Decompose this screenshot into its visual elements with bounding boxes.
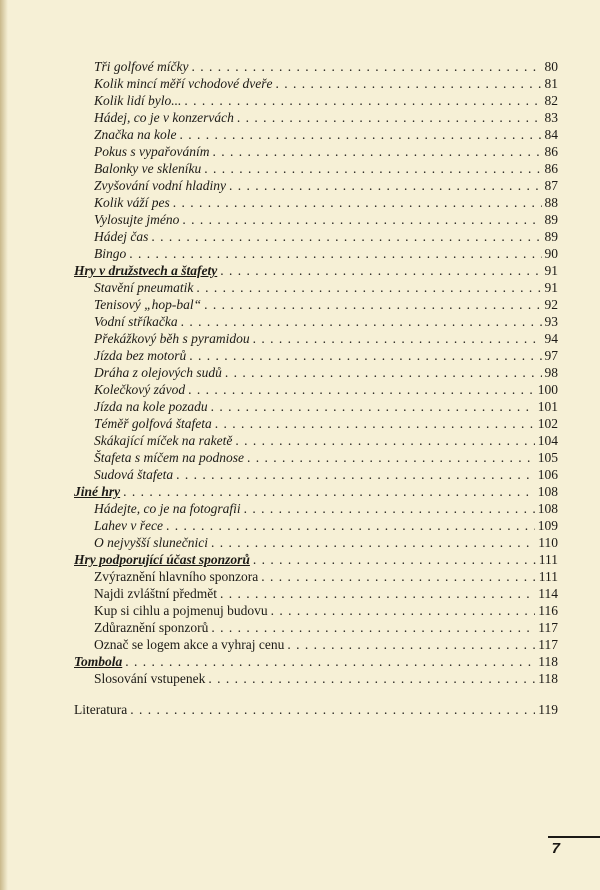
toc-entry-title: Zdůraznění sponzorů: [94, 620, 209, 635]
toc-leader-dots: [191, 58, 541, 75]
toc-leader-dots: [211, 534, 535, 551]
toc-entry-page: 80: [544, 59, 558, 74]
toc-entry: [74, 701, 558, 718]
toc-entry: [74, 245, 558, 262]
toc-leader-dots: [204, 160, 541, 177]
toc-entry-page: 91: [544, 280, 558, 295]
toc-leader-dots: [125, 653, 535, 670]
toc-entry-title: Dráha z olejových sudů: [94, 365, 222, 380]
toc-entry-title: Literatura: [74, 702, 128, 717]
toc-entry: [74, 211, 558, 228]
toc-entry: [74, 143, 558, 160]
toc-entry-title: Tři golfové míčky: [94, 59, 189, 74]
toc-entry-title: Kolečkový závod: [94, 382, 186, 397]
toc-entry: [74, 619, 558, 636]
toc-entry: [74, 330, 558, 347]
toc-entry-title: Značka na kole: [94, 127, 177, 142]
toc-entry-page: 90: [544, 246, 558, 261]
toc-leader-dots: [129, 245, 541, 262]
toc-entry-title: Hádej, co je v konzervách: [94, 110, 234, 125]
toc-entry-title: Hádej čas: [94, 229, 149, 244]
toc-entry-title: Jízda na kole pozadu: [94, 399, 208, 414]
toc-entry: [74, 262, 558, 279]
toc-entry: [74, 449, 558, 466]
toc-entry-title: Označ se logem akce a vyhraj cenu: [94, 637, 285, 652]
toc-entry-page: 118: [538, 671, 558, 686]
toc-entry-title: Skákající míček na raketě: [94, 433, 233, 448]
toc-leader-dots: [211, 398, 535, 415]
toc-leader-dots: [208, 670, 535, 687]
toc-entry-title: Tenisový „hop-bal“: [94, 297, 202, 312]
toc-entry-title: Pokus s vypařováním: [94, 144, 210, 159]
toc-entry: [74, 670, 558, 687]
toc-entry-page: 111: [538, 552, 558, 567]
toc-entry: [74, 347, 558, 364]
toc-entry-page: 117: [538, 637, 558, 652]
toc-leader-dots: [189, 347, 541, 364]
toc-leader-dots: [166, 517, 535, 534]
toc-entry-title: Vodní stříkačka: [94, 314, 178, 329]
toc-leader-dots: [220, 585, 535, 602]
toc-entry: [74, 500, 558, 517]
toc-entry-page: 89: [544, 229, 558, 244]
toc-entry-title: Zvyšování vodní hladiny: [94, 178, 226, 193]
toc-leader-dots: [253, 330, 542, 347]
toc-entry: [74, 109, 558, 126]
toc-leader-dots: [287, 636, 535, 653]
page-number: 7: [551, 840, 560, 857]
toc-leader-dots: [204, 296, 541, 313]
toc-leader-dots: [235, 432, 534, 449]
toc-entry-title: Kup si cihlu a pojmenuj budovu: [94, 603, 268, 618]
page-edge: [0, 0, 8, 890]
toc-entry: [74, 585, 558, 602]
toc-entry: [74, 126, 558, 143]
toc-entry-title: Kolik mincí měří vchodové dveře: [94, 76, 273, 91]
toc-entry-title: O nejvyšší slunečnici: [94, 535, 208, 550]
toc-entry-page: 93: [544, 314, 558, 329]
toc-leader-dots: [275, 75, 541, 92]
toc-entry-title: Jiné hry: [74, 484, 121, 499]
toc-entry-page: 118: [538, 654, 558, 669]
toc-leader-dots: [176, 466, 535, 483]
toc-entry-title: Hry v družstvech a štafety: [74, 263, 218, 278]
toc-entry: [74, 466, 558, 483]
toc-entry: [74, 75, 558, 92]
toc-entry-title: Stavění pneumatik: [94, 280, 194, 295]
toc-entry-page: 87: [544, 178, 558, 193]
toc-entry: [74, 177, 558, 194]
toc-leader-dots: [151, 228, 541, 245]
toc-entry: [74, 534, 558, 551]
toc-entry-page: 104: [537, 433, 558, 448]
toc-entry-title: Štafeta s míčem na podnose: [94, 450, 244, 465]
toc-entry-title: Slosování vstupenek: [94, 671, 206, 686]
toc-entry-page: 94: [544, 331, 558, 346]
toc-entry-title: Překážkový běh s pyramidou: [94, 331, 250, 346]
toc-entry-page: 100: [537, 382, 558, 397]
toc-entry-title: Téměř golfová štafeta: [94, 416, 212, 431]
toc-entry-title: Sudová štafeta: [94, 467, 174, 482]
toc-leader-dots: [229, 177, 542, 194]
toc-leader-dots: [247, 449, 535, 466]
toc-entry: [74, 194, 558, 211]
toc-entry: [74, 653, 558, 670]
toc-entry-title: Bingo: [94, 246, 127, 261]
toc-entry-title: Kolik lidí bylo...: [94, 93, 182, 108]
toc-entry-page: 102: [537, 416, 558, 431]
toc-entry-page: 101: [537, 399, 558, 414]
toc-leader-dots: [261, 568, 536, 585]
toc-entry-title: Tombola: [74, 654, 123, 669]
toc-entry-page: 111: [538, 569, 558, 584]
toc-leader-dots: [130, 701, 535, 718]
toc-entry: [74, 313, 558, 330]
toc-entry: [74, 483, 558, 500]
toc-entry-title: Kolik váží pes: [94, 195, 170, 210]
toc-entry-page: 98: [544, 365, 558, 380]
toc-leader-dots: [220, 262, 541, 279]
toc-leader-dots: [225, 364, 542, 381]
toc-leader-dots: [253, 551, 536, 568]
toc-entry: [74, 381, 558, 398]
toc-entry: [74, 517, 558, 534]
toc-leader-dots: [179, 126, 541, 143]
table-of-contents: [74, 58, 558, 718]
toc-entry-page: 84: [544, 127, 558, 142]
toc-leader-dots: [182, 211, 541, 228]
footer-rule: [548, 836, 600, 838]
toc-entry: [74, 636, 558, 653]
toc-entry: [74, 279, 558, 296]
toc-entry-page: 117: [538, 620, 558, 635]
toc-entry-page: 114: [538, 586, 558, 601]
toc-leader-dots: [196, 279, 541, 296]
toc-entry: [74, 58, 558, 75]
toc-entry: [74, 160, 558, 177]
toc-entry-page: 86: [544, 144, 558, 159]
toc-entry: [74, 432, 558, 449]
toc-entry: [74, 415, 558, 432]
toc-leader-dots: [212, 143, 541, 160]
toc-entry-title: Zvýraznění hlavního sponzora: [94, 569, 259, 584]
toc-entry-page: 91: [544, 263, 558, 278]
toc-entry-page: 109: [537, 518, 558, 533]
toc-entry-title: Balonky ve skleníku: [94, 161, 202, 176]
toc-entry-title: Lahev v řece: [94, 518, 163, 533]
toc-entry-page: 89: [544, 212, 558, 227]
toc-entry: [74, 228, 558, 245]
toc-entry-page: 97: [544, 348, 558, 363]
toc-entry-page: 82: [544, 93, 558, 108]
toc-leader-dots: [173, 194, 542, 211]
toc-leader-dots: [184, 92, 541, 109]
toc-leader-dots: [181, 313, 542, 330]
toc-entry: [74, 296, 558, 313]
toc-entry-title: Jízda bez motorů: [94, 348, 187, 363]
toc-entry-title: Vylosujte jméno: [94, 212, 180, 227]
toc-entry-page: 116: [538, 603, 558, 618]
toc-entry: [74, 551, 558, 568]
toc-entry-title: Hádejte, co je na fotografii: [94, 501, 241, 516]
toc-leader-dots: [123, 483, 535, 500]
toc-leader-dots: [215, 415, 535, 432]
toc-entry: [74, 568, 558, 585]
toc-entry-page: 81: [544, 76, 558, 91]
toc-entry-page: 110: [538, 535, 558, 550]
toc-entry-page: 92: [544, 297, 558, 312]
toc-leader-dots: [271, 602, 536, 619]
toc-entry-page: 106: [537, 467, 558, 482]
toc-entry: [74, 364, 558, 381]
toc-leader-dots: [237, 109, 542, 126]
toc-entry-page: 119: [538, 702, 558, 717]
toc-leader-dots: [211, 619, 535, 636]
toc-entry: [74, 602, 558, 619]
toc-entry-page: 83: [544, 110, 558, 125]
toc-entry: [74, 398, 558, 415]
toc-entry-title: Hry podporující účast sponzorů: [74, 552, 250, 567]
toc-entry-page: 86: [544, 161, 558, 176]
toc-entry-page: 88: [544, 195, 558, 210]
toc-entry-title: Najdi zvláštní předmět: [94, 586, 217, 601]
toc-leader-dots: [244, 500, 535, 517]
toc-entry-page: 105: [537, 450, 558, 465]
toc-entry-page: 108: [537, 484, 558, 499]
toc-leader-dots: [188, 381, 535, 398]
toc-entry: [74, 92, 558, 109]
toc-entry-page: 108: [537, 501, 558, 516]
